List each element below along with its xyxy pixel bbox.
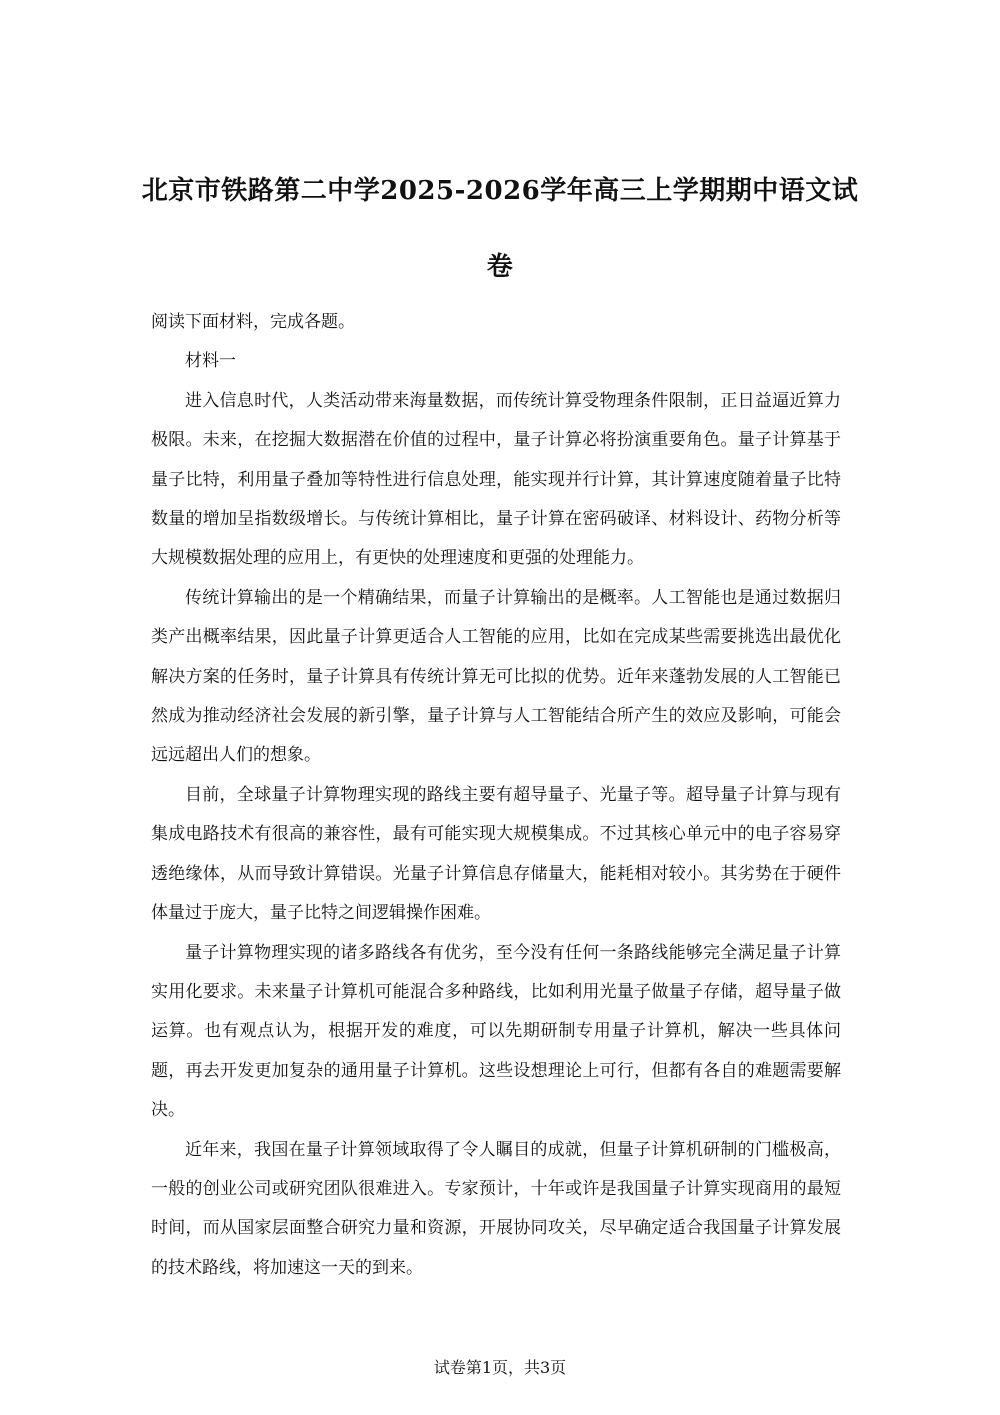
instruction-text: 阅读下面材料，完成各题。	[151, 312, 355, 332]
passage-body	[151, 303, 841, 1288]
exam-title-continued: 卷	[486, 252, 514, 282]
paragraph: 目前，全球量子计算物理实现的路线主要有超导量子、光量子等。超导量子计算与现有集成电路技术有很高的兼容性，最有可能实现大规模集成。不过其核心单元中的电子容易穿透绝缘体，从而导致计算错误。光量子计算信息存储量大，能耗相对较小。其劣势在于硬件体量过于庞大，量子比特之间逻辑操作困难。	[151, 784, 841, 924]
paragraph: 进入信息时代，人类活动带来海量数据，而传统计算受物理条件限制，正日益逼近算力极限。未来，在挖掘大数据潜在价值的过程中，量子计算必将扮演重要角色。量子计算基于量子比特，利用量子叠加等特性进行信息处理，能实现并行计算，其计算速度随着量子比特数量的增加呈指数级增长。与传统计算相比，量子计算在密码破译、材料设计、药物分析等大规模数据处理的应用上，有更快的处理速度和更强的处理能力。	[151, 390, 841, 569]
material-label: 材料一	[185, 351, 236, 372]
exam-title: 北京市铁路第二中学2025-2026学年高三上学期期中语文试	[141, 176, 859, 206]
paragraph: 量子计算物理实现的诸多路线各有优劣，至今没有任何一条路线能够完全满足量子计算实用化要求。未来量子计算机可能混合多种路线，比如利用光量子做量子存储，超导量子做运算。也有观点认为，根据开发的难度，可以先期研制专用量子计算机，解决一些具体问题，再去开发更加复杂的通用量子计算机。这些设想理论上可行，但都有各自的难题需要解决。	[151, 942, 841, 1121]
paragraph: 传统计算输出的是一个精确结果，而量子计算输出的是概率。人工智能也是通过数据归类产出概率结果，因此量子计算更适合人工智能的应用，比如在完成某些需要挑选出最优化解决方案的任务时，量子计算具有传统计算无可比拟的优势。近年来蓬勃发展的人工智能已然成为推动经济社会发展的新引擎，量子计算与人工智能结合所产生的效应及影响，可能会远远超出人们的想象。	[151, 587, 841, 766]
paragraph: 近年来，我国在量子计算领域取得了令人瞩目的成就，但量子计算机研制的门槛极高，一般的创业公司或研究团队很难进入。专家预计，十年或许是我国量子计算实现商用的最短时间，而从国家层面整合研究力量和资源，开展协同攻关，尽早确定适合我国量子计算发展的技术路线，将加速这一天的到来。	[151, 1139, 841, 1278]
page-footer: 试卷第1页，共3页	[433, 1358, 567, 1377]
